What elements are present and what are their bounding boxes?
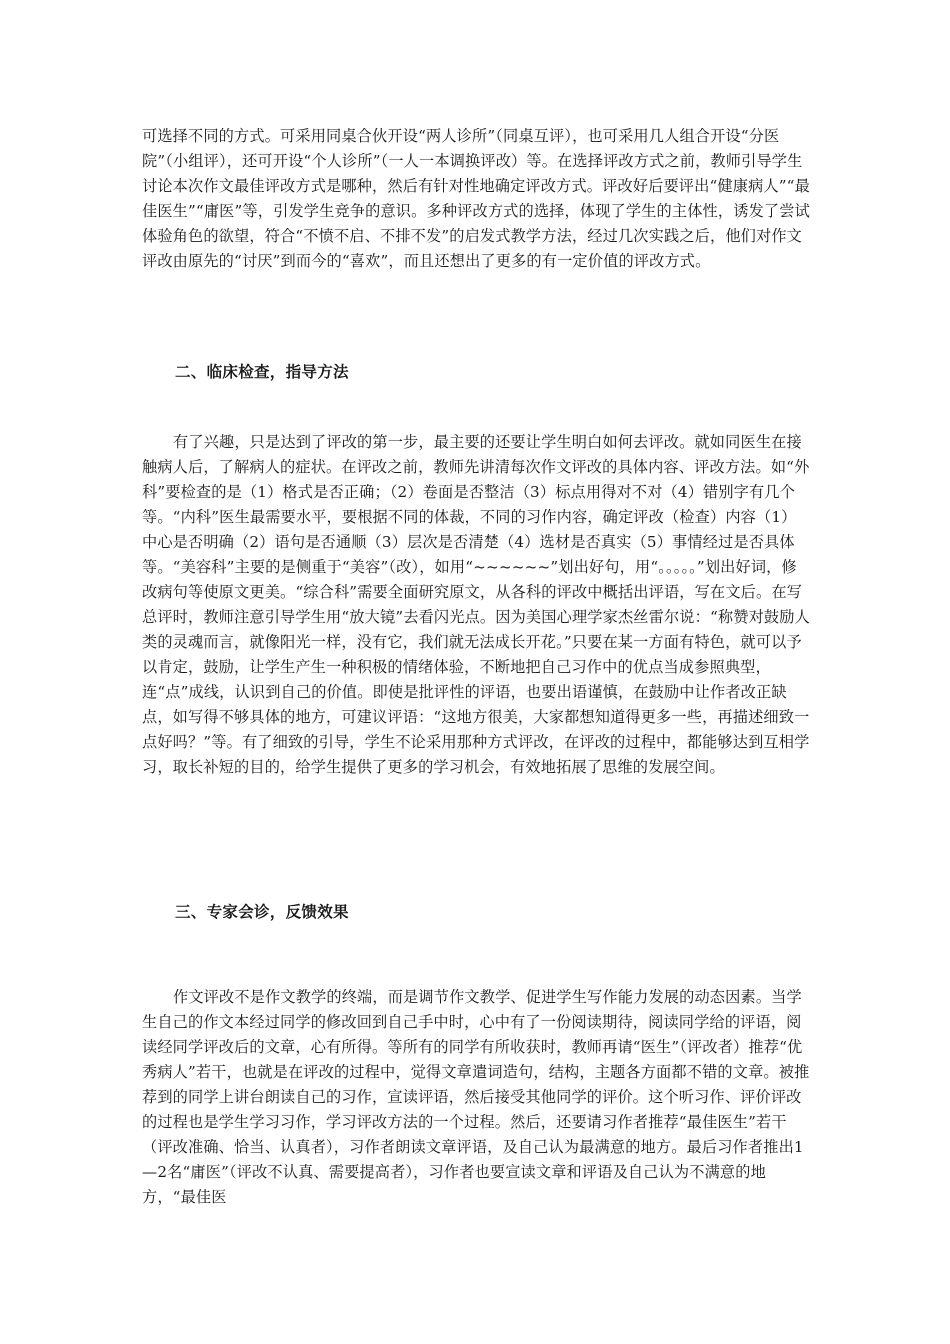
paragraph-2: 有了兴趣，只是达到了评改的第一步，最主要的还要让学生明白如何去评改。就如同医生在接触病人后，了解病人的症状。在评改之前，教师先讲清每次作文评改的具体内容、评改方法。如“外科”要检查的是（1）格式是否正确；（2）卷面是否整洁（3）标点用得对不对（4）错别字有几个等。“内科”医生最需要水平，要根据不同的体裁，不同的习作内容，确定评改（检查）内容（1）中心是否明确（2）语句是否通顺（3）层次是否清楚（4）选材是否真实（5）事情经过是否具体等。“美容科”主要的是侧重于“美容”（改），如用“~~~~~~”划出好句，用“。。。。。”划出好词，修改病句等使原文更美。“综合科”需要全面研究原文，从各科的评改中概括出评语，写在文后。在写总评时，教师注意引导学生用“放大镜”去看闪光点。因为美国心理学家杰丝雷尔说：“称赞对鼓励人类的灵魂而言，就像阳光一样，没有它，我们就无法成长开花。”只要在某一方面有特色，就可以予以肯定，鼓励，让学生产生一种积极的情绪体验，不断地把自己习作中的优点当成参照典型，连“点”成线，认识到自己的价值。即使是批评性的评语，也要出语谨慎，在鼓励中让作者改正缺点，如写得不够具体的地方，可建议评语：“这地方很美，大家都想知道得更多一些，再描述细致一点好吗？”等。有了细致的引导，学生不论采用那种方式评改，在评改的过程中，都能够达到互相学习，取长补短的目的，给学生提供了更多的学习机会，有效地拓展了思维的发展空间。 — [142, 433, 810, 776]
section-heading-2: 二、临床检查，指导方法 — [175, 362, 349, 381]
paragraph-3: 作文评改不是作文教学的终端，而是调节作文教学、促进学生写作能力发展的动态因素。当学生自己的作文本经过同学的修改回到自己手中时，心中有了一份阅读期待，阅读同学给的评语，阅读经同学评改后的文章，心有所得。等所有的同学有所收获时，教师再请“医生”（评改者）推荐“优秀病人”若干，也就是在评改的过程中，觉得文章遣词造句，结构，主题各方面都不错的文章。被推荐到的同学上讲台朗读自己的习作，宣读评语，然后接受其他同学的评价。这个听习作、评价评改的过程也是学生学习习作，学习评改方法的一个过程。然后，还要请习作者推荐“最佳医生”若干（评改准确、恰当、认真者），习作者朗读文章评语，及自己认为最满意的地方。最后习作者推出1—2名“庸医”（评改不认真、需要提高者），习作者也要宣读文章和评语及自己认为不满意的地方，“最佳医 — [142, 988, 810, 1206]
paragraph-1: 可选择不同的方式。可采用同桌合伙开设“两人诊所”（同桌互评），也可采用几人组合开设“分医院”（小组评），还可开设“个人诊所”（一人一本调换评改）等。在选择评改方式之前，教师引导学生讨论本次作文最佳评改方式是哪种，然后有针对性地确定评改方式。评改好后要评出“健康病人”“最佳医生”“庸医”等，引发学生竞争的意识。多种评改方式的选择，体现了学生的主体性，诱发了尝试体验角色的欲望，符合“不愤不启、不排不发”的启发式教学方法，经过几次实践之后，他们对作文评改由原先的“讨厌”到而今的“喜欢”，而且还想出了更多的有一定价值的评改方式。 — [142, 127, 810, 270]
section-heading-3: 三、专家会诊，反馈效果 — [175, 902, 349, 921]
